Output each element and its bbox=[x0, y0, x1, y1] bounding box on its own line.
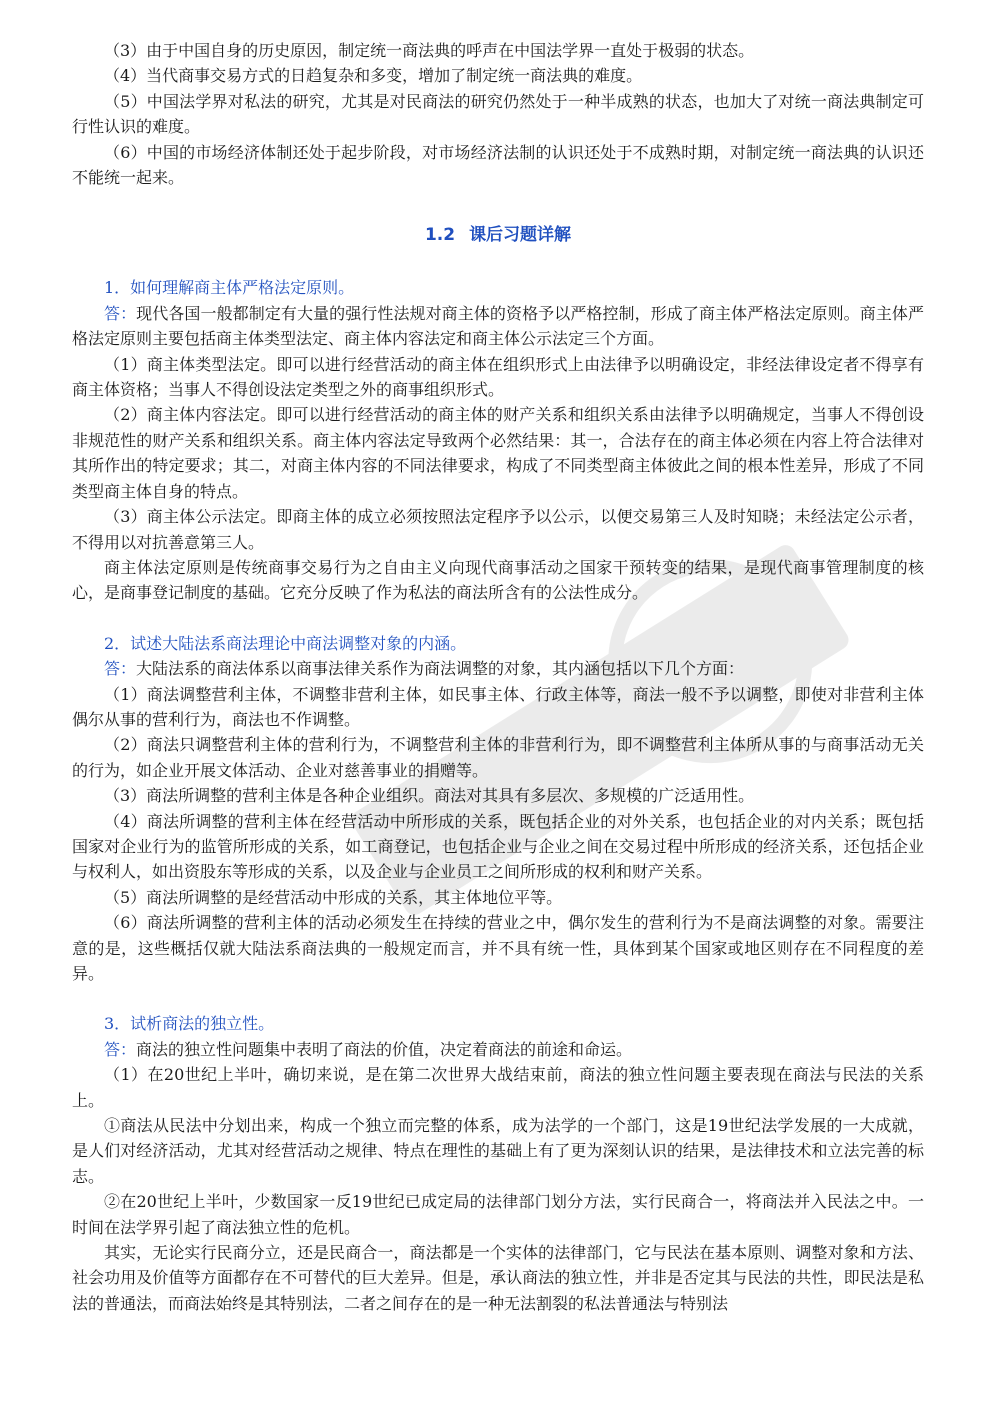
body-paragraph: （1）商主体类型法定。即可以进行经营活动的商主体在组织形式上由法律予以明确设定，非经法律设定者不得享有商主体资格；当事人不得创设法定类型之外的商事组织形式。 bbox=[72, 354, 924, 400]
answer-paragraph bbox=[72, 656, 924, 681]
body-paragraph: ①商法从民法中分划出来，构成一个独立而完整的体系，成为法学的一个部门，这是19世纪法学发展的一大成就，是人们对经济活动，尤其对经营活动之规律、特点在理性的基础上有了更为深刻认识的结果，是法律技术和立法完善的标志。 bbox=[72, 1116, 924, 1186]
body-paragraph: （6）商法所调整的营利主体的活动必须发生在持续的营业之中，偶尔发生的营利行为不是商法调整的对象。需要注意的是，这些概括仅就大陆法系商法典的一般规定而言，并不具有统一性，具体到某个国家或地区则存在不同程度的差异。 bbox=[72, 913, 924, 983]
answer-paragraph bbox=[72, 301, 924, 352]
question-heading: 2．试述大陆法系商法理论中商法调整对象的内涵。 bbox=[104, 633, 467, 653]
section-number: 1.2 bbox=[424, 225, 456, 246]
question-block-2 bbox=[72, 631, 924, 987]
intro-section bbox=[72, 38, 924, 190]
body-paragraph: 商主体法定原则是传统商事交易行为之自由主义向现代商事活动之国家干预转变的结果，是现代商事管理制度的核心，是商事登记制度的基础。它充分反映了作为私法的商法所含有的公法性成分。 bbox=[72, 557, 924, 603]
body-paragraph: ②在20世纪上半叶，少数国家一反19世纪已成定局的法律部门划分方法，实行民商合一，将商法并入民法之中。一时间在法学界引起了商法独立性的危机。 bbox=[72, 1192, 924, 1237]
intro-paragraph: （4）当代商事交易方式的日趋复杂和多变，增加了制定统一商法典的难度。 bbox=[104, 66, 643, 86]
answer-text: 商法的独立性问题集中表明了商法的价值，决定着商法的前途和命运。 bbox=[136, 1039, 633, 1059]
question-block-1 bbox=[72, 275, 924, 605]
answer-text: 大陆法系的商法体系以商事法律关系作为商法调整的对象，其内涵包括以下几个方面： bbox=[136, 659, 745, 679]
answer-text: 现代各国一般都制定有大量的强行性法规对商主体的资格予以严格控制，形成了商主体严格法定原则。商主体严格法定原则主要包括商主体类型法定、商主体内容法定和商主体公示法定三个方面。 bbox=[72, 303, 924, 349]
answer-label: 答： bbox=[104, 659, 137, 679]
section-heading bbox=[72, 220, 924, 245]
question-heading: 1．如何理解商主体严格法定原则。 bbox=[104, 278, 355, 298]
body-paragraph: （3）商主体公示法定。即商主体的成立必须按照法定程序予以公示，以便交易第三人及时知晓；未经法定公示者，不得用以对抗善意第三人。 bbox=[72, 507, 924, 552]
intro-paragraph: （3）由于中国自身的历史原因，制定统一商法典的呼声在中国法学界一直处于极弱的状态。 bbox=[104, 41, 755, 60]
answer-label: 答： bbox=[104, 303, 137, 323]
body-paragraph: （2）商主体内容法定。即可以进行经营活动的商主体的财产关系和组织关系由法律予以明确规定，当事人不得创设非规范性的财产关系和组织关系。商主体内容法定导致两个必然结果：其一，合法存在的商主体必须在内容上符合法律对其所作出的特定要求；其二，对商主体内容的不同法律要求，构成了不同类型商主体彼此之间的根本性差异，形成了不同类型商主体自身的特点。 bbox=[72, 405, 924, 501]
body-paragraph: （3）商法所调整的营利主体是各种企业组织。商法对其具有多层次、多规模的广泛适用性。 bbox=[104, 786, 755, 806]
body-paragraph: （5）商法所调整的是经营活动中形成的关系，其主体地位平等。 bbox=[104, 887, 563, 907]
question-block-3 bbox=[72, 1011, 924, 1316]
answer-paragraph bbox=[72, 1037, 924, 1062]
body-paragraph: （1）在20世纪上半叶，确切来说，是在第二次世界大战结束前，商法的独立性问题主要表现在商法与民法的关系上。 bbox=[72, 1065, 924, 1110]
body-paragraph: （1）商法调整营利主体，不调整非营利主体，如民事主体、行政主体等，商法一般不予以调整，即使对非营利主体偶尔从事的营利行为，商法也不作调整。 bbox=[72, 684, 924, 729]
section-title-text: 课后习题详解 bbox=[469, 225, 572, 246]
intro-paragraph: （5）中国法学界对私法的研究，尤其是对民商法的研究仍然处于一种半成熟的状态，也加大了对统一商法典制定可行性认识的难度。 bbox=[72, 91, 924, 137]
body-paragraph: 其实，无论实行民商分立，还是民商合一，商法都是一个实体的法律部门，它与民法在基本原则、调整对象和方法、社会功用及价值等方面都存在不可替代的巨大差异。但是，承认商法的独立性，并非是否定其与民法的共性，即民法是私法的普通法，而商法始终是其特别法，二者之间存在的是一种无法割裂的私法普通法与特别法 bbox=[72, 1243, 924, 1313]
body-paragraph: （2）商法只调整营利主体的营利行为，不调整营利主体的非营利行为，即不调整营利主体所从事的与商事活动无关的行为，如企业开展文体活动、企业对慈善事业的捐赠等。 bbox=[72, 735, 924, 780]
document-page bbox=[72, 38, 924, 1316]
body-paragraph: （4）商法所调整的营利主体在经营活动中所形成的关系，既包括企业的对外关系，也包括企业的对内关系；既包括国家对企业行为的监管所形成的关系，如工商登记，也包括企业与企业之间在交易过程中所形成的经济关系，还包括企业与权利人，如出资股东等形成的关系，以及企业与企业员工之间所形成的权利和财产关系。 bbox=[72, 811, 924, 882]
answer-label: 答： bbox=[104, 1039, 137, 1059]
question-heading: 3．试析商法的独立性。 bbox=[104, 1014, 275, 1034]
intro-paragraph: （6）中国的市场经济体制还处于起步阶段，对市场经济法制的认识还处于不成熟时期，对制定统一商法典的认识还不能统一起来。 bbox=[72, 142, 924, 188]
